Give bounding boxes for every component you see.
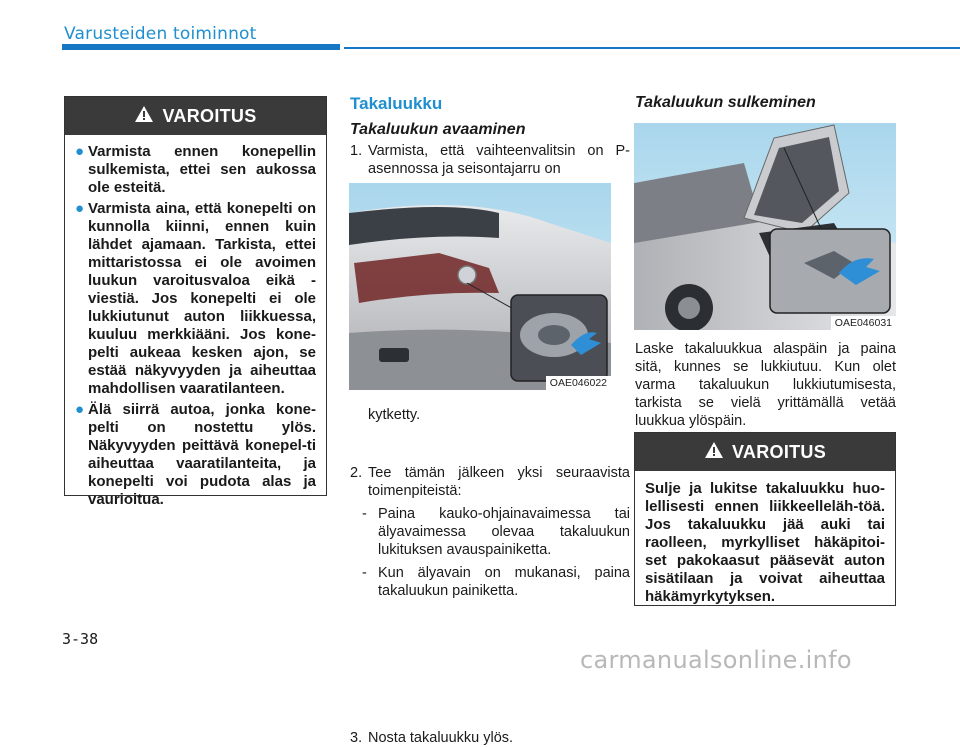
warning-box-tailgate bbox=[634, 432, 896, 606]
warning-item: ● Varmista ennen konepellin sulkemista, ettei sen aukossa ole esteitä. bbox=[75, 143, 316, 196]
subheading-closing: Takaluukun sulkeminen bbox=[635, 94, 816, 111]
step-2-option-remote: - Paina kauko-ohjainavaimessa tai älyavaimessa olevaa takaluukun lukituksen avauspainiketta. bbox=[362, 506, 630, 558]
warning-item: ● Varmista aina, että konepelti on kunnolla kiinni, ennen kuin lähdet ajamaan. Tarkista, ettei mittaristossa ei ole avoimen luukun varoitusvaloa eikä -viestiä. Jos konepelti ei ole lukkiutunut auton liikkuessa, kuuluu merkkiääni. Jos kone-pelti aukeaa kesken ajon, se estää näkyvyyden ja aiheuttaa mahdollisen vaaratilanteen. bbox=[75, 200, 316, 397]
car-rear-illustration bbox=[349, 183, 611, 390]
tailgate-button-image bbox=[349, 183, 611, 390]
tailgate-closing-image bbox=[634, 123, 896, 330]
open-tailgate-illustration bbox=[634, 123, 896, 330]
page-number: 3-38 bbox=[62, 630, 99, 648]
watermark: carmanualsonline.info bbox=[580, 646, 852, 674]
header-rule-thin bbox=[344, 47, 960, 49]
subheading-opening: Takaluukun avaaminen bbox=[350, 121, 526, 138]
step-2-option-button: - Kun älyavain on mukanasi, paina takaluukun painiketta. bbox=[362, 565, 630, 599]
warning-body bbox=[65, 135, 326, 518]
warning-box-hood bbox=[64, 96, 327, 508]
warning-header bbox=[635, 433, 895, 471]
image-code: OAE046022 bbox=[546, 376, 611, 390]
step-1-continued: kytketty. bbox=[368, 407, 421, 423]
heading-tailgate: Takaluukku bbox=[350, 94, 443, 113]
step-3: 3. Nosta takaluukku ylös. bbox=[350, 730, 514, 746]
warning-triangle-icon bbox=[134, 105, 154, 128]
bullet-icon: ● bbox=[75, 200, 85, 217]
warning-triangle-icon bbox=[704, 441, 724, 464]
warning-item: ● Älä siirrä autoa, jonka kone-pelti on nostettu ylös. Näkyvyyden peittävä konepel-ti aiheuttaa vaaratilanteita, ja konepelti voi pudota alas ja vaurioitua. bbox=[75, 401, 316, 508]
bullet-icon: ● bbox=[75, 143, 85, 160]
bullet-icon: ● bbox=[75, 401, 85, 418]
warning-header bbox=[65, 97, 326, 135]
warning-body: Sulje ja lukitse takaluukku huo-lellisesti ennen liikkeelleläh-töä. Jos takaluukku jää auki tai raolleen, myrkylliset häkäpitoi-set pakokaasut pääsevät auton sisätilaan ja voivat aiheuttaa häkämyrkytyksen. bbox=[645, 480, 885, 605]
header-rule-thick bbox=[62, 44, 340, 50]
warning-title: VAROITUS bbox=[731, 441, 827, 462]
section-title: Varusteiden toiminnot bbox=[64, 24, 257, 44]
image-code: OAE046031 bbox=[831, 316, 896, 330]
closing-instructions: Laske takaluukkua alaspäin ja paina sitä, kunnes se lukkiutuu. Kun olet varma takaluukun lukkiutumisesta, tarkista se vielä yrittämällä vetää luukkua ylöspäin. bbox=[635, 341, 896, 429]
step-2: 2. Tee tämän jälkeen yksi seuraavista toimenpiteistä: - Paina kauko-ohjainavaimessa tai älyavaimessa olevaa takaluukun lukituksen avauspainiketta. - Kun älyavain on mukanasi, paina takaluukun painiketta. bbox=[350, 465, 630, 599]
warning-title: VAROITUS bbox=[162, 105, 257, 126]
step-1: 1. Varmista, että vaihteenvalitsin on P-asennossa ja seisontajarru on bbox=[350, 143, 630, 177]
